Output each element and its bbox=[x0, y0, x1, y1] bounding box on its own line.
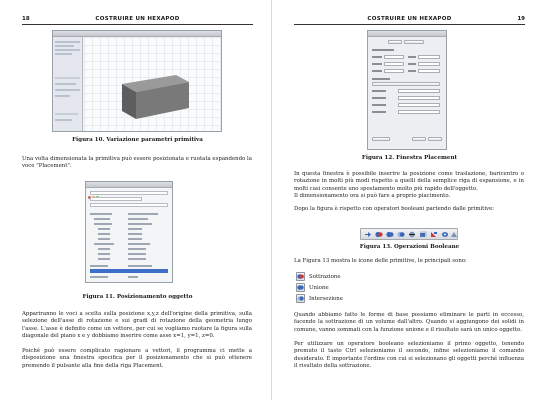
operation-subtraction bbox=[296, 272, 341, 283]
property-row bbox=[90, 232, 168, 235]
dialog-tab bbox=[404, 40, 424, 44]
panel-field bbox=[90, 191, 168, 195]
figure-12-screenshot bbox=[367, 30, 447, 150]
property-row bbox=[90, 242, 168, 245]
property-row bbox=[90, 275, 168, 278]
right-paragraph-2: Il dimensionamento ora si può fare a proprio piacimento. bbox=[294, 193, 451, 199]
property-row bbox=[90, 237, 168, 240]
property-row bbox=[90, 247, 168, 250]
operation-union bbox=[296, 283, 329, 294]
figure-10-screenshot bbox=[52, 30, 222, 132]
dialog-tab bbox=[388, 40, 402, 44]
right-page-number: 19 bbox=[517, 16, 525, 22]
left-paragraph-1: Una volta dimensionata la primitiva può essere posizionata e ruotata espandendo la voce "Placement". bbox=[22, 156, 252, 170]
common-icon bbox=[397, 231, 405, 238]
figure-11-screenshot bbox=[85, 181, 173, 283]
fusion-icon bbox=[386, 231, 394, 238]
panel-titlebar bbox=[86, 182, 172, 188]
selected-placement-row bbox=[90, 269, 168, 273]
right-paragraph-1: In questa finestra è possibile inserire la posizione come traslazione, baricentro o rotazione in molti più modi rispetto a quelli della semplice riga di espansione, e in molti casi consente uno spostamento molto più rapido dell'oggetto. bbox=[294, 171, 524, 192]
figure-11-caption: Figura 11. Posizionamento oggetto bbox=[82, 294, 193, 300]
operation-label: Sottrazione bbox=[309, 274, 341, 280]
boolean-icon bbox=[364, 231, 372, 238]
cut-icon bbox=[375, 231, 383, 238]
figure-12-caption: Figura 12. Finestra Placement bbox=[361, 155, 458, 161]
right-paragraph-4: La Figura 13 mostra le icone delle primitive, le principali sono: bbox=[294, 258, 467, 264]
dialog-button bbox=[372, 137, 390, 141]
box-primitive-shape bbox=[84, 37, 222, 131]
left-page bbox=[0, 0, 271, 400]
left-running-title: COSTRUIRE UN HEXAPOD bbox=[95, 16, 180, 22]
section-icon bbox=[408, 231, 416, 238]
left-page-header bbox=[22, 16, 253, 24]
dialog-button bbox=[412, 137, 426, 141]
dialog-button bbox=[428, 137, 442, 141]
right-page-header bbox=[294, 16, 525, 24]
mirror-icon bbox=[441, 231, 449, 238]
dialog-titlebar bbox=[368, 31, 446, 37]
union-icon bbox=[296, 283, 305, 292]
left-paragraph-3: Poiché può essere complicato ragionare a vettori, il programma ci mette a disposizione una finestra specifica per il posizionamento che si può ottenere premendo il pulsante alla fine della riga Placement. bbox=[22, 348, 252, 369]
property-row bbox=[90, 227, 168, 230]
figure-10-caption: Figura 10. Variazione parametri primitiva bbox=[72, 137, 203, 143]
property-row bbox=[90, 257, 168, 260]
subtraction-icon bbox=[296, 272, 305, 281]
figure-13-boolean-toolbar bbox=[360, 228, 458, 240]
right-header-rule bbox=[294, 24, 525, 25]
fillet-icon bbox=[450, 231, 458, 238]
rotation-mode-dropdown bbox=[372, 82, 440, 86]
left-page-number: 18 bbox=[22, 16, 30, 22]
operation-label: Unione bbox=[309, 285, 329, 291]
right-running-title: COSTRUIRE UN HEXAPOD bbox=[367, 16, 452, 22]
right-page bbox=[272, 0, 543, 400]
property-row bbox=[90, 217, 168, 220]
3d-view bbox=[84, 37, 221, 131]
operation-intersection bbox=[296, 294, 343, 305]
combo-view-panel bbox=[53, 37, 83, 131]
extrude-icon bbox=[419, 231, 427, 238]
figure-13-caption: Figura 13. Operazioni Booleane bbox=[359, 244, 460, 250]
property-row bbox=[90, 264, 168, 267]
right-paragraph-6: Per utilizzare un operatore booleano selezioniamo il primo oggetto, tenendo premuto il tasto Ctrl selezioniamo il secondo, infine selezioniamo il comando desiderato. È importante l'ordine con cui si selezionano gli oggetti perché influenza il risultato della sottrazione. bbox=[294, 341, 524, 370]
panel-field bbox=[90, 203, 168, 207]
intersection-icon bbox=[296, 294, 305, 303]
left-paragraph-2: Appariranno le voci a scelta sulla posizione x,y,z dell'origine della primitiva, sulla selezione dell'asse di rotazione e sui gradi di rotazione della geometria lungo l'asse. L'asse è definito come un vettore, per cui se vogliamo ruotare la figura sulla diagonale del piano x e y dobbiamo inserire come asse x=1, y=1, z=0. bbox=[22, 311, 252, 340]
left-header-rule bbox=[22, 24, 253, 25]
panel-field bbox=[90, 197, 142, 201]
property-row bbox=[90, 222, 168, 225]
property-row bbox=[90, 212, 168, 215]
right-paragraph-5: Quando abbiamo fatto le forme di base possiamo eliminare le parti in eccesso, facendo la sottrazione di un volume dall'altro. Quando si aggiungono dei solidi in comune, vanno sommati con la funzione unione e il risultato sarà un unico oggetto. bbox=[294, 312, 524, 333]
property-row bbox=[90, 252, 168, 255]
revolve-icon bbox=[430, 231, 438, 238]
right-paragraph-3: Dopo la figura è rispetto con operatori booleani partendo dalle primitive: bbox=[294, 206, 495, 212]
operation-label: Intersezione bbox=[309, 296, 343, 302]
